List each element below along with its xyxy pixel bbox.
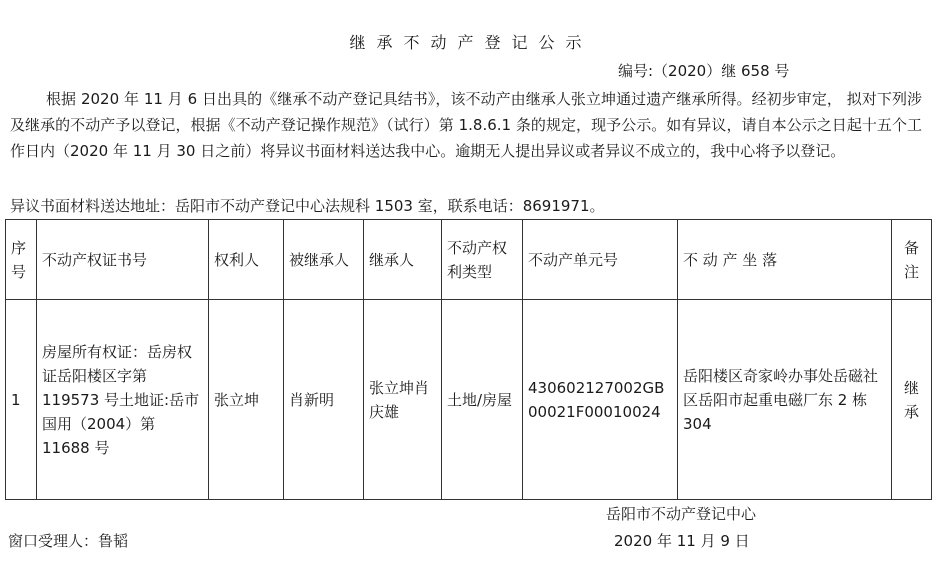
issuing-organization: 岳阳市不动产登记中心 xyxy=(606,505,757,523)
header-right-type: 不动产权利类型 xyxy=(442,220,523,300)
objection-address: 异议书面材料送达地址：岳阳市不动产登记中心法规科 1503 室，联系电话：8691971。 xyxy=(10,197,605,215)
header-owner: 权利人 xyxy=(209,220,284,300)
header-decedent: 被继承人 xyxy=(284,220,364,300)
table-header-row xyxy=(6,220,932,300)
document-title: 继承不动产登记公示 xyxy=(349,33,593,52)
document-number: 编号:（2020）继 658 号 xyxy=(618,62,790,80)
cell-heir: 张立坤肖庆雄 xyxy=(364,300,442,500)
registration-table xyxy=(5,219,932,500)
cell-cert: 房屋所有权证：岳房权证岳阳楼区字第 119573 号土地证:岳市国用（2004）第 11688 号 xyxy=(37,300,209,500)
header-unit-no: 不动产单元号 xyxy=(523,220,678,300)
announcement-body: 根据 2020 年 11 月 6 日出具的《继承不动产登记具结书》，该不动产由继承人张立坤通过遗产继承所得。经初步审定， 拟对下列涉及继承的不动产予以登记，根据《不动产登记操作规范》（试行）第 1.8.6.1 条的规定，现予公示。如有异议，请自本公示之日起十五个工作日内（2020 年 11 月 30 日之前）将异议书面材料送达我中心。逾期无人提出异议或者异议不成立的，我中心将予以登记。 xyxy=(10,90,922,160)
header-seq: 序号 xyxy=(6,220,37,300)
cell-right-type: 土地/房屋 xyxy=(442,300,523,500)
header-location: 不 动 产 坐 落 xyxy=(678,220,892,300)
cell-owner: 张立坤 xyxy=(209,300,284,500)
cell-unit-no: 430602127002GB00021F00010024 xyxy=(523,300,678,500)
cell-seq: 1 xyxy=(6,300,37,500)
window-receiver: 窗口受理人：鲁韬 xyxy=(8,532,129,550)
cell-decedent: 肖新明 xyxy=(284,300,364,500)
header-cert: 不动产权证书号 xyxy=(37,220,209,300)
issue-date: 2020 年 11 月 9 日 xyxy=(614,532,750,550)
cell-location: 岳阳楼区奇家岭办事处岳磁社区岳阳市起重电磁厂东 2 栋 304 xyxy=(678,300,892,500)
cell-remark: 继承 xyxy=(892,300,932,500)
header-heir: 继承人 xyxy=(364,220,442,300)
table-row xyxy=(6,300,932,500)
header-remark: 备注 xyxy=(892,220,932,300)
